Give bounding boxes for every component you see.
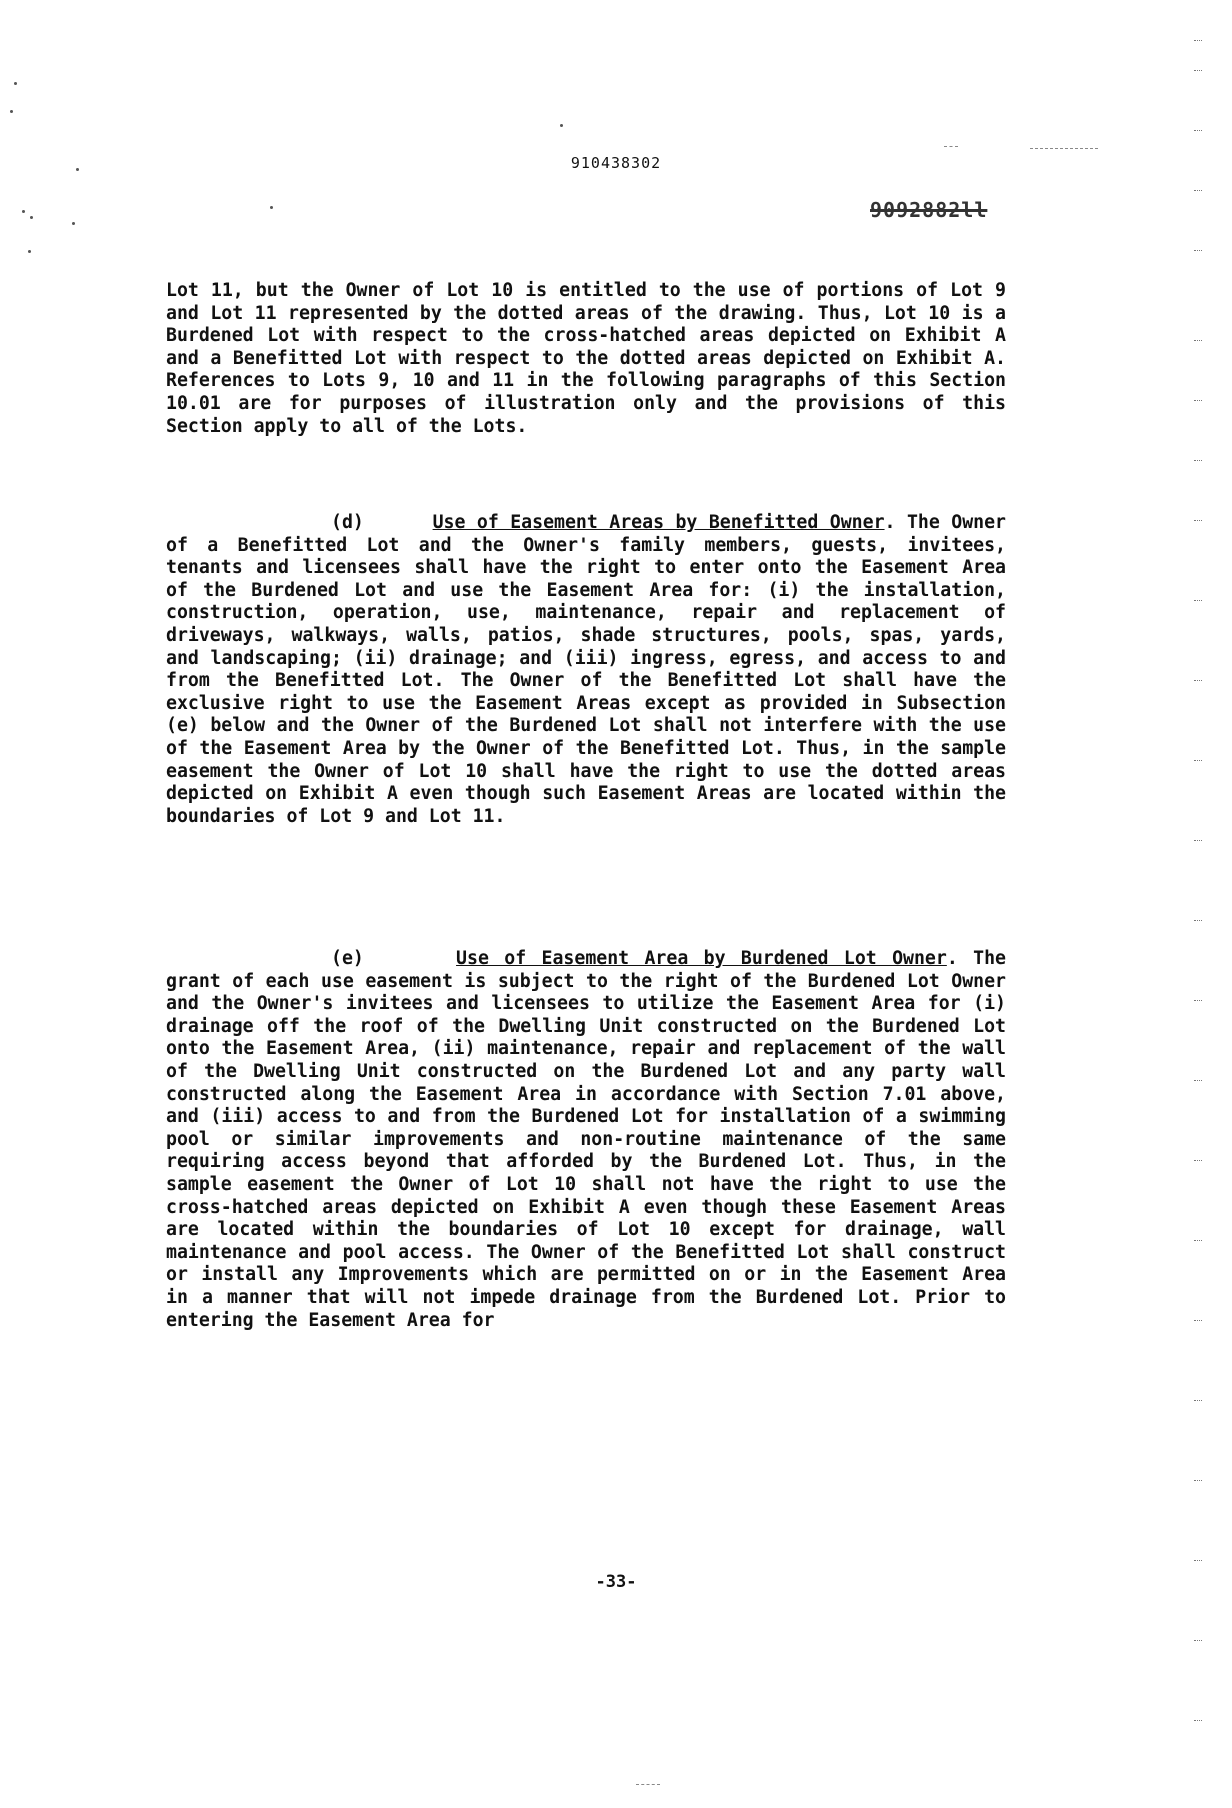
paragraph-d bbox=[166, 512, 1006, 828]
scan-speck bbox=[76, 168, 79, 171]
page-number: -33- bbox=[595, 1572, 637, 1592]
paragraph-e bbox=[166, 948, 1006, 1332]
scan-speck bbox=[10, 110, 13, 113]
scan-dash bbox=[636, 1784, 660, 1785]
scan-speck bbox=[72, 222, 75, 225]
paragraph-e-label: (e) bbox=[331, 948, 364, 969]
document-number: 910438302 bbox=[570, 154, 662, 172]
margin-scan-marks bbox=[1194, 40, 1214, 1760]
paragraph-e-text: . The grant of each use easement is subject to the right of the Burdened Lot Owner and the Owner's invitees and licensees to utilize the Easement Area for (i) drainage off the roof of the Dwelling Unit constructed on the Burdened Lot onto the Easement Area, (ii) maintenance, repair and replacement of the wall of the Dwelling Unit constructed on the Burdened Lot and any party wall constructed along the Easement Area in accordance with Section 7.01 above, and (iii) access to and from the Burdened Lot for installation of a swimming pool or similar improvements and non-routine maintenance of the same requiring access beyond that afforded by the Burdened Lot. Thus, in the sample easement the Owner of Lot 10 shall not have the right to use the cross-hatched areas depicted on Exhibit A even though these Easement Areas are located within the boundaries of Lot 10 except for drainage, wall maintenance and pool access. The Owner of the Benefitted Lot shall construct or install any Improvements which are permitted on or in the Easement Area in a manner that will not impede drainage from the Burdened Lot. Prior to entering the Easement Area for bbox=[166, 948, 1007, 1331]
paragraph-d-label: (d) bbox=[331, 512, 364, 533]
paragraph-d-text: . The Owner of a Benefitted Lot and the Owner's family members, guests, invitees, tenants and licensees shall have the right to enter onto the Easement Area of the Burdened Lot and use the Easement Area for: (i) the installation, construction, operation, use, maintenance, repair and replacement of driveways, walkways, walls, patios, shade structures, pools, spas, yards, and landscaping; (ii) drainage; and (iii) ingress, egress, and access to and from the Benefitted Lot. The Owner of the Benefitted Lot shall have the exclusive right to use the Easement Areas except as provided in Subsection (e) below and the Owner of the Burdened Lot shall not interfere with the use of the Easement Area by the Owner of the Benefitted Lot. Thus, in the sample easement the Owner of Lot 10 shall have the right to use the dotted areas depicted on Exhibit A even though such Easement Areas are located within the boundaries of Lot 9 and Lot 11. bbox=[166, 512, 1006, 827]
scan-speck bbox=[270, 206, 273, 209]
scan-speck bbox=[28, 250, 31, 253]
paragraph-d-heading: Use of Easement Areas by Benefitted Owner bbox=[432, 512, 885, 533]
scan-speck bbox=[22, 210, 25, 213]
scan-speck bbox=[14, 82, 17, 85]
paragraph-continuation: Lot 11, but the Owner of Lot 10 is entitled to the use of portions of Lot 9 and Lot 11 represented by the dotted areas of the drawing. Thus, Lot 10 is a Burdened Lot with respect to the cross-hatched areas depicted on Exhibit A and a Benefitted Lot with respect to the dotted areas depicted on Exhibit A. References to Lots 9, 10 and 11 in the following paragraphs of this Section 10.01 are for purposes of illustration only and the provisions of this Section apply to all of the Lots. bbox=[166, 280, 1006, 437]
recording-stamp: 9092882ll bbox=[870, 198, 988, 222]
scan-speck bbox=[30, 216, 33, 219]
paragraph-e-heading: Use of Easement Area by Burdened Lot Owner bbox=[456, 948, 947, 969]
scan-speck bbox=[560, 124, 563, 127]
scan-dash bbox=[944, 146, 958, 147]
scan-dash bbox=[1030, 148, 1098, 149]
